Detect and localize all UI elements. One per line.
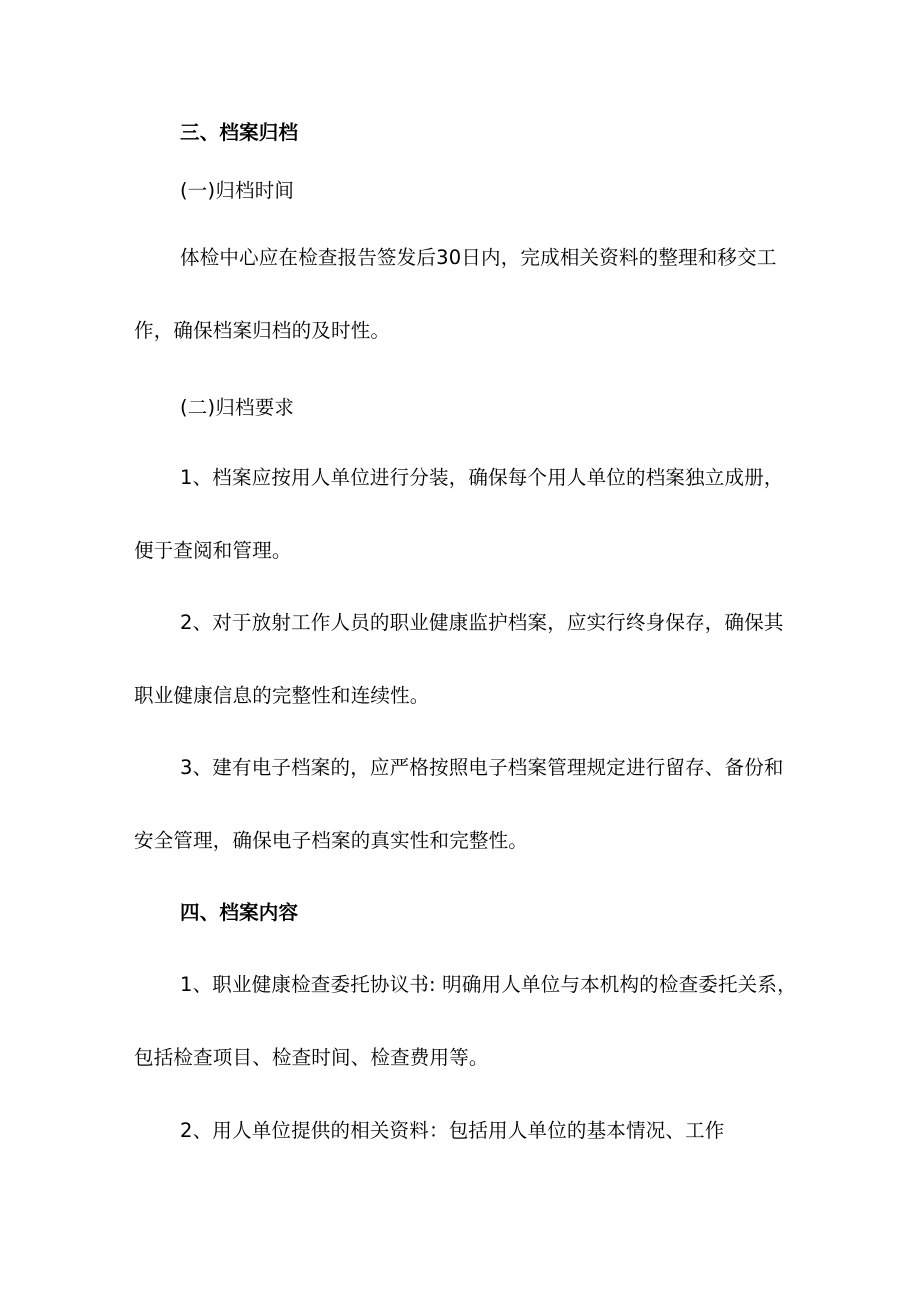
section-3-heading: 三、档案归档 [180,121,299,144]
requirement-3-line-2: 安全管理，确保电子档案的真实性和完整性。 [134,829,529,852]
section-4-heading: 四、档案内容 [180,901,299,924]
content-item-1-line-1: 1、职业健康检查委托协议书: 明确用人单位与本机构的检查委托关系， [180,973,797,996]
archiving-time-paragraph-line-2: 作，确保档案归档的及时性。 [134,319,391,342]
requirement-3-line-1: 3、建有电子档案的，应严格按照电子档案管理规定进行留存、备份和 [180,756,784,779]
content-item-1-line-2: 包括检查项目、检查时间、检查费用等。 [134,1046,489,1069]
requirement-1-line-2: 便于查阅和管理。 [134,539,292,562]
subsection-archiving-requirements-title: (二)归档要求 [180,396,295,419]
subsection-archiving-time-title: (一)归档时间 [180,179,295,202]
requirement-1-line-1: 1、档案应按用人单位进行分装，确保每个用人单位的档案独立成册， [180,466,784,489]
archiving-time-paragraph-line-1: 体检中心应在检查报告签发后30日内，完成相关资料的整理和移交工 [180,246,777,269]
content-item-2-line-1: 2、用人单位提供的相关资料：包括用人单位的基本情况、工作 [180,1119,725,1142]
requirement-2-line-2: 职业健康信息的完整性和连续性。 [134,684,430,707]
requirement-2-line-1: 2、对于放射工作人员的职业健康监护档案，应实行终身保存，确保其 [180,611,784,634]
